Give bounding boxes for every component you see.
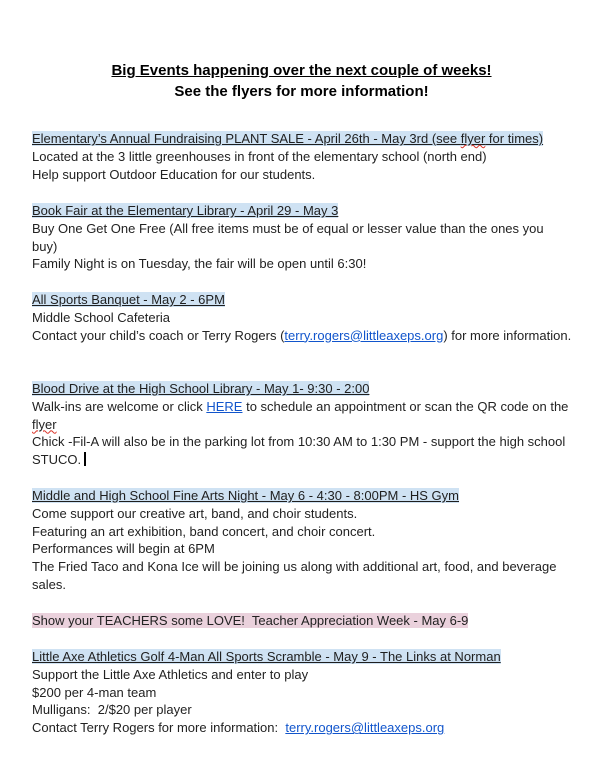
teacher-appreciation-heading: Show your TEACHERS some LOVE! Teacher Appreciation Week - May 6-9: [32, 613, 469, 628]
page-title: Big Events happening over the next couple of weeks!: [111, 62, 492, 79]
fine-arts-line3: Performances will begin at 6PM: [32, 541, 215, 557]
event-book-fair: [32, 202, 572, 273]
book-fair-heading: Book Fair at the Elementary Library - April 29 - May 3: [32, 203, 339, 218]
event-blood-drive: [32, 380, 572, 469]
sports-banquet-contact: Contact your child’s coach or Terry Rogers (terry.rogers@littleaxeps.org) for more information.: [32, 327, 572, 343]
fine-arts-heading: Middle and High School Fine Arts Night - May 6 - 4:30 - 8:00PM - HS Gym: [32, 488, 460, 503]
event-fine-arts: [32, 487, 572, 594]
plant-sale-location: Located at the 3 little greenhouses in front of the elementary school (north end): [32, 148, 487, 164]
golf-heading: Little Axe Athletics Golf 4-Man All Sports Scramble - May 9 - The Links at Norman: [32, 649, 501, 664]
sports-banquet-location: Middle School Cafeteria: [32, 309, 171, 325]
page-subtitle: See the flyers for more information!: [174, 83, 429, 100]
event-golf-scramble: [32, 648, 572, 737]
text-cursor: [84, 452, 86, 466]
blood-drive-walkins: Walk-ins are welcome or click HERE to schedule an appointment or scan the QR code on the flyer: [32, 398, 569, 432]
fine-arts-line4: The Fried Taco and Kona Ice will be joining us along with additional art, food, and beverage sales.: [32, 559, 557, 592]
golf-email-link[interactable]: terry.rogers@littleaxeps.org: [285, 720, 445, 736]
plant-sale-heading: Elementary’s Annual Fundraising PLANT SALE - April 26th - May 3rd (see flyer for times): [32, 131, 544, 146]
golf-line1: Support the Little Axe Athletics and enter to play: [32, 666, 309, 682]
blood-drive-chick-fil-a: Chick -Fil-A will also be in the parking lot from 10:30 AM to 1:30 PM - support the high school STUCO.: [32, 434, 566, 468]
book-fair-offer: Buy One Get One Free (All free items must be of equal or lesser value than the ones you buy): [32, 220, 544, 254]
blood-drive-here-link[interactable]: HERE: [206, 398, 243, 414]
fine-arts-line1: Come support our creative art, band, and choir students.: [32, 505, 358, 521]
sports-banquet-heading: All Sports Banquet - May 2 - 6PM: [32, 292, 225, 307]
book-fair-family-night: Family Night is on Tuesday, the fair will be open until 6:30!: [32, 256, 367, 272]
event-sports-banquet: [32, 291, 572, 344]
fine-arts-line2: Featuring an art exhibition, band concert, and choir concert.: [32, 523, 376, 539]
golf-line3: Mulligans: 2/$20 per player: [32, 702, 192, 718]
golf-line2: $200 per 4-man team: [32, 684, 157, 700]
golf-contact: Contact Terry Rogers for more information: terry.rogers@littleaxeps.org: [32, 720, 445, 736]
blood-drive-heading: Blood Drive at the High School Library - May 1- 9:30 - 2:00: [32, 381, 370, 396]
plant-sale-support: Help support Outdoor Education for our students.: [32, 166, 316, 182]
event-teacher-appreciation: [32, 612, 572, 630]
sports-banquet-email-link[interactable]: terry.rogers@littleaxeps.org: [284, 327, 444, 343]
event-plant-sale: [32, 130, 572, 183]
